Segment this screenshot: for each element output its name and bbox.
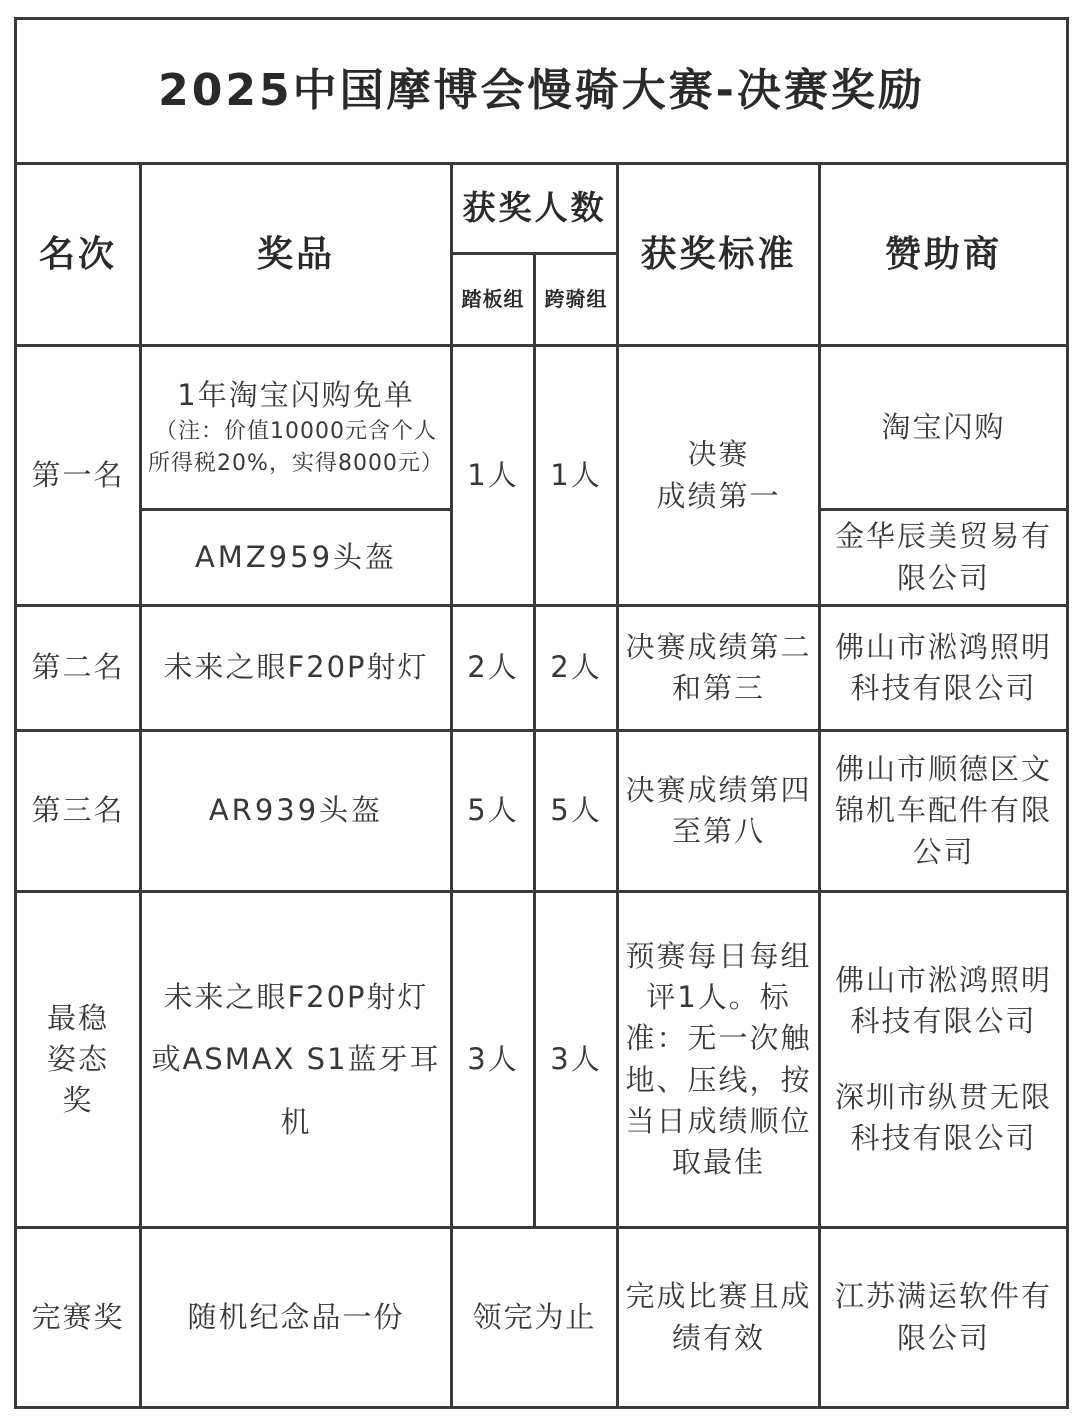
header-straddle-group: 跨骑组 <box>535 254 618 346</box>
rank-finish: 完赛奖 <box>16 1228 141 1408</box>
sponsor-stable-a: 佛山市淞鸿照明科技有限公司 <box>835 963 1053 1039</box>
row-stable <box>16 892 1068 1228</box>
straddle-third: 5人 <box>535 731 618 892</box>
header-row <box>16 164 1068 254</box>
prize-first-main: 1年淘宝闪购免单 <box>177 378 415 413</box>
row-first-a <box>16 346 1068 510</box>
criteria-first-line1: 决赛 <box>687 437 750 472</box>
header-prize: 奖品 <box>141 164 452 346</box>
table-title: 2025中国摩博会慢骑大赛-决赛奖励 <box>16 19 1068 164</box>
criteria-finish: 完成比赛且成绩有效 <box>618 1228 820 1408</box>
row-finish <box>16 1228 1068 1408</box>
prize-first-note: （注：价值10000元含个人所得税20%，实得8000元） <box>148 419 444 477</box>
rank-third: 第三名 <box>16 731 141 892</box>
prize-table-page <box>14 17 1066 1406</box>
straddle-stable: 3人 <box>535 892 618 1228</box>
sponsor-stable-gap <box>827 1043 1060 1077</box>
straddle-first: 1人 <box>535 346 618 606</box>
rank-second: 第二名 <box>16 606 141 731</box>
prize-finish: 随机纪念品一份 <box>141 1228 452 1408</box>
rank-first: 第一名 <box>16 346 141 606</box>
rank-stable: 最稳姿态奖 <box>16 892 141 1228</box>
sponsor-finish: 江苏满运软件有限公司 <box>820 1228 1068 1408</box>
criteria-first-line2: 成绩第一 <box>656 478 781 513</box>
prize-third: AR939头盔 <box>141 731 452 892</box>
prize-table <box>14 17 1069 1409</box>
sponsor-first-second: 金华辰美贸易有限公司 <box>820 510 1068 606</box>
row-third <box>16 731 1068 892</box>
sponsor-stable-b: 深圳市纵贯无限科技有限公司 <box>835 1079 1053 1155</box>
criteria-stable: 预赛每日每组评1人。标准：无一次触地、压线，按当日成绩顺位取最佳 <box>618 892 820 1228</box>
winners-finish: 领完为止 <box>452 1228 618 1408</box>
sponsor-first-main: 淘宝闪购 <box>820 346 1068 510</box>
sponsor-third: 佛山市顺德区文锦机车配件有限公司 <box>820 731 1068 892</box>
criteria-third: 决赛成绩第四至第八 <box>618 731 820 892</box>
header-winners: 获奖人数 <box>452 164 618 254</box>
sponsor-second: 佛山市淞鸿照明科技有限公司 <box>820 606 1068 731</box>
header-criteria: 获奖标准 <box>618 164 820 346</box>
criteria-second: 决赛成绩第二和第三 <box>618 606 820 731</box>
sponsor-stable-cell <box>820 892 1068 1228</box>
straddle-second: 2人 <box>535 606 618 731</box>
prize-stable: 未来之眼F20P射灯或ASMAX S1蓝牙耳机 <box>141 892 452 1228</box>
criteria-first-cell <box>618 346 820 606</box>
title-row <box>16 19 1068 164</box>
pedal-second: 2人 <box>452 606 535 731</box>
prize-first-main-cell <box>141 346 452 510</box>
pedal-first: 1人 <box>452 346 535 606</box>
pedal-stable: 3人 <box>452 892 535 1228</box>
header-pedal-group: 踏板组 <box>452 254 535 346</box>
header-sponsor: 赞助商 <box>820 164 1068 346</box>
row-second <box>16 606 1068 731</box>
prize-second: 未来之眼F20P射灯 <box>141 606 452 731</box>
header-rank: 名次 <box>16 164 141 346</box>
prize-first-second: AMZ959头盔 <box>141 510 452 606</box>
pedal-third: 5人 <box>452 731 535 892</box>
